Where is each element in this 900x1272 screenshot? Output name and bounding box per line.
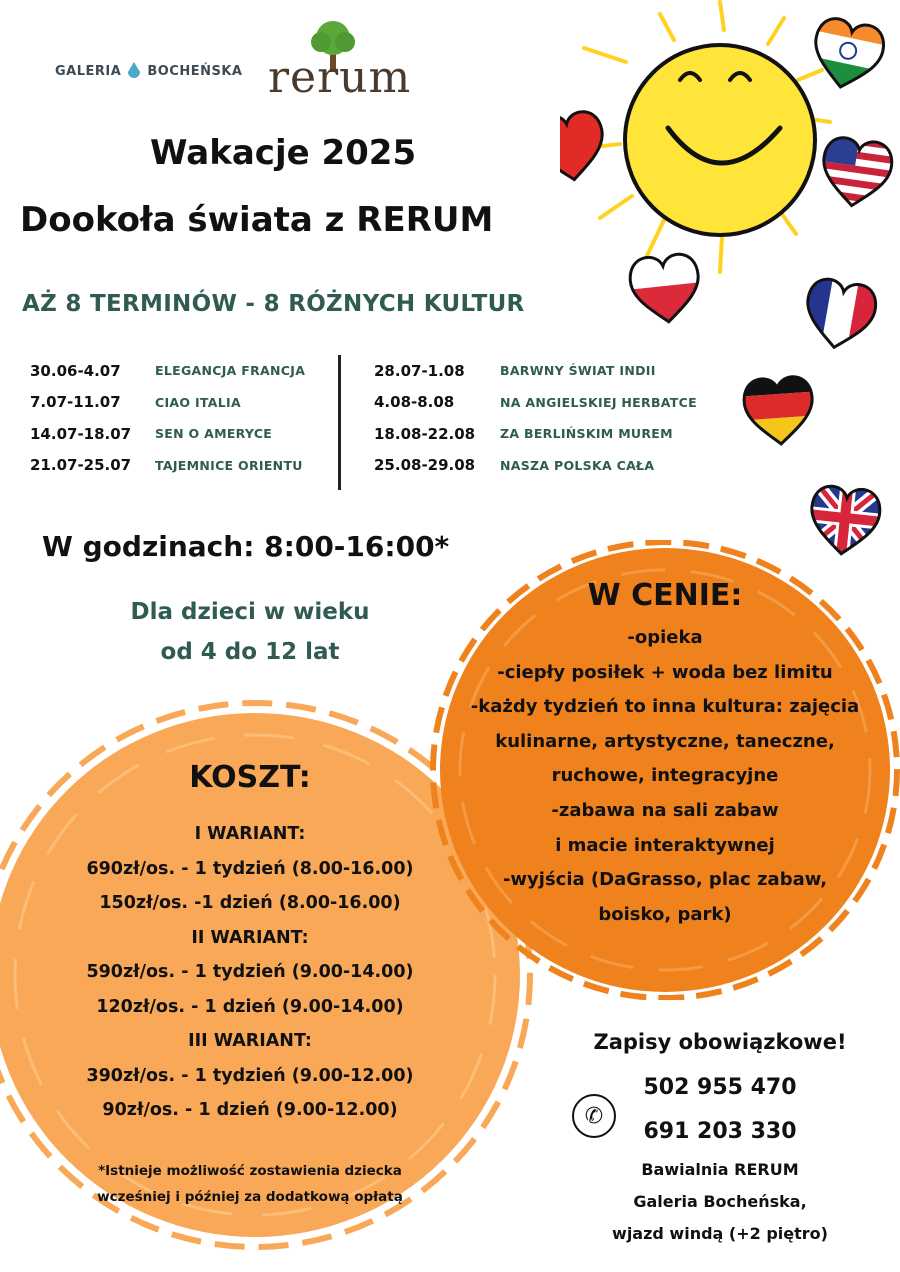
cost-line: 690zł/os. - 1 tydzień (8.00-16.00) (86, 858, 414, 879)
age-line-2: od 4 do 12 lat (160, 639, 340, 666)
heart-india-icon (800, 4, 895, 101)
included-item: -każdy tydzień to inna kultura: zajęcia (470, 696, 860, 718)
schedule-theme: ELEGANCJA FRANCJA (155, 363, 306, 379)
rerum-logo (268, 20, 438, 103)
title-line-1: Wakacje 2025 (150, 133, 417, 173)
included-item: -opieka (627, 627, 703, 648)
cost-line: I WARIANT: (194, 824, 306, 844)
heart-germany-icon (736, 365, 822, 452)
subtitle: AŻ 8 TERMINÓW - 8 RÓŻNYCH KULTUR (22, 291, 525, 317)
schedule-dates: 21.07-25.07 (30, 456, 132, 475)
schedule-theme: BARWNY ŚWIAT INDII (500, 363, 656, 379)
galeria-bochenska-logo (55, 62, 242, 80)
contact-section (540, 1030, 900, 1250)
cost-line: III WARIANT: (188, 1031, 312, 1051)
included-item: kulinarne, artystyczne, taneczne, (495, 730, 835, 752)
phone-number-1[interactable]: 502 955 470 (643, 1075, 797, 1100)
cost-line: 390zł/os. - 1 tydzień (9.00-12.00) (86, 1065, 414, 1086)
included-item: -ciepły posiłek + woda bez limitu (497, 661, 833, 683)
decoration-layer (560, 0, 900, 580)
schedule-row (30, 387, 305, 419)
cost-note-line-2: wcześniej i później za dodatkową opłatą (97, 1188, 403, 1205)
included-item: -wyjścia (DaGrasso, plac zabaw, (502, 869, 828, 891)
address (540, 1154, 900, 1250)
phone-numbers (540, 1066, 900, 1154)
hours-text: W godzinach: 8:00-16:00* (42, 530, 450, 563)
cost-section (40, 760, 460, 1210)
cost-line: 120zł/os. - 1 dzień (9.00-14.00) (96, 996, 404, 1017)
schedule-row (374, 418, 697, 450)
age-info (70, 592, 430, 673)
schedule-row (374, 387, 697, 419)
included-list (440, 621, 890, 932)
schedule-row (30, 355, 305, 387)
logo-text-galeria: GALERIA (55, 63, 122, 79)
address-line: wjazd windą (+2 piętro) (612, 1224, 828, 1243)
schedule-left-column (30, 355, 305, 481)
schedule-theme: SEN O AMERYCE (155, 426, 273, 442)
title-line-2: Dookoła świata z RERUM (20, 200, 494, 240)
schedule-row (374, 450, 697, 482)
cost-line: 150zł/os. -1 dzień (8.00-16.00) (99, 893, 401, 913)
schedule-dates: 30.06-4.07 (30, 361, 121, 380)
registration-text: Zapisy obowiązkowe! (593, 1030, 847, 1054)
schedule-dates: 14.07-18.07 (30, 424, 132, 443)
rerum-wordmark: rerum (268, 52, 412, 103)
age-line-1: Dla dzieci w wieku (130, 599, 370, 625)
schedule-theme: NA ANGIELSKIEJ HERBATCE (500, 394, 697, 410)
included-item: boisko, park) (598, 903, 732, 925)
schedule-theme: TAJEMNICE ORIENTU (155, 457, 303, 473)
schedule-row (30, 418, 305, 450)
schedule-dates: 7.07-11.07 (30, 393, 121, 412)
cost-note (40, 1158, 460, 1210)
schedule-right-column (374, 355, 697, 481)
heart-usa-icon (811, 125, 900, 215)
included-section (440, 578, 890, 932)
cost-note-line-1: *Istnieje możliwość zostawienia dziecka (98, 1162, 402, 1179)
cost-line: 590zł/os. - 1 tydzień (9.00-14.00) (86, 962, 414, 982)
cost-line: II WARIANT: (191, 927, 309, 948)
address-line: Galeria Bocheńska, (633, 1192, 807, 1211)
included-heading: W CENIE: (587, 578, 743, 613)
schedule-theme: NASZA POLSKA CAŁA (500, 457, 655, 473)
schedule-row (30, 450, 305, 482)
schedule-dates: 28.07-1.08 (374, 361, 465, 380)
schedule-dates: 4.08-8.08 (374, 393, 455, 412)
heart-china-icon (560, 109, 608, 184)
cost-heading: KOSZT: (189, 760, 311, 795)
included-item: ruchowe, integracyjne (551, 765, 779, 787)
included-item: i macie interaktywnej (555, 834, 775, 856)
schedule-divider (338, 355, 341, 490)
sun-icon (625, 45, 815, 235)
phone-number-2[interactable]: 691 203 330 (643, 1119, 797, 1144)
schedule-theme: ZA BERLIŃSKIM MUREM (500, 426, 673, 442)
logo-text-bochenska: BOCHEŃSKA (147, 63, 243, 79)
schedule-dates: 18.08-22.08 (374, 424, 476, 443)
address-line: Bawialnia RERUM (641, 1160, 799, 1179)
heart-france-icon (794, 266, 887, 359)
drop-icon (127, 62, 141, 80)
schedule-theme: CIAO ITALIA (155, 394, 241, 410)
included-item: -zabawa na sali zabaw (551, 799, 779, 821)
heart-poland-icon (621, 242, 709, 332)
schedule-dates: 25.08-29.08 (374, 456, 476, 475)
schedule-row (374, 355, 697, 387)
phone-icon: ✆ (572, 1094, 616, 1138)
cost-line: 90zł/os. - 1 dzień (9.00-12.00) (102, 1100, 398, 1120)
